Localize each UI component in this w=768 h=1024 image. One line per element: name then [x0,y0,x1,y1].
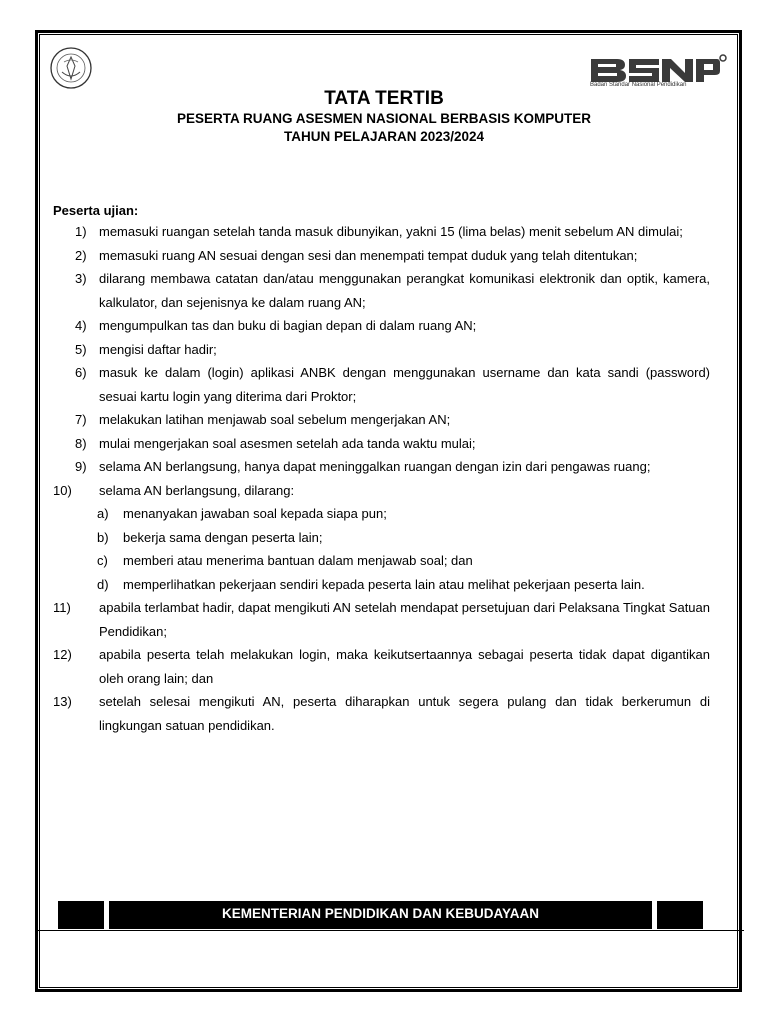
academic-year: TAHUN PELAJARAN 2023/2024 [283,129,485,144]
sub-rule-item: c) memberi atau menerima bantuan dalam menjawab soal; dan [97,553,473,568]
rule-item: 3) dilarang membawa catatan dan/atau menggunakan perangkat komunikasi elektronik dan optik, kamera, kalkulator, dan sejenisnya ke dalam ruang AN; [75,271,710,310]
rule-item: 13) setelah selesai mengikuti AN, peserta diharapkan untuk segera pulang dan tidak berkerumun di lingkungan satuan pendidikan. [53,694,710,733]
page-title: TATA TERTIB [324,88,444,109]
rule-item: 11) apabila terlambat hadir, dapat mengikuti AN setelah mendapat persetujuan dari Pelaksana Tingkat Satuan Pendidikan; [53,600,710,639]
rule-item: 10) selama AN berlangsung, dilarang: [53,482,295,498]
sub-rule-item: d) memperlihatkan pekerjaan sendiri kepada peserta lain atau melihat pekerjaan peserta lain. [97,576,645,592]
sub-rule-item: a) menanyakan jawaban soal kepada siapa pun; [97,506,387,521]
rule-item: 6) masuk ke dalam (login) aplikasi ANBK dengan menggunakan username dan kata sandi (password) sesuai kartu login yang diterima dari Proktor; [75,365,710,404]
page-subtitle: PESERTA RUANG ASESMEN NASIONAL BERBASIS KOMPUTER [176,111,592,126]
footer-ministry-name: KEMENTERIAN PENDIDIKAN DAN KEBUDAYAAN [221,906,540,921]
rule-item: 9) selama AN berlangsung, hanya dapat meninggalkan ruangan dengan izin dari pengawas ruang; [75,459,651,474]
footer-rule-line [38,930,744,931]
ministry-seal-logo [49,46,93,90]
rule-item: 12) apabila peserta telah melakukan login, maka keikutsertaannya sebagai peserta tidak dapat digantikan oleh orang lain; dan [53,647,710,686]
rule-item: 1) memasuki ruangan setelah tanda masuk dibunyikan, yakni 15 (lima belas) menit sebelum AN dimulai; [75,224,683,239]
rule-item: 4) mengumpulkan tas dan buku di bagian depan di dalam ruang AN; [75,318,477,333]
rule-item: 7) melakukan latihan menjawab soal sebelum mengerjakan AN; [75,412,451,427]
section-heading: Peserta ujian: [53,203,139,218]
footer-divider [652,901,657,929]
rules-list [53,220,710,737]
rule-item: 8) mulai mengerjakan soal asesmen setelah ada tanda waktu mulai; [75,435,476,451]
rule-item: 5) mengisi daftar hadir; [75,341,217,357]
bsnp-caption: Badan Standar Nasional Pendidikan [590,82,687,88]
sub-rule-item: b) bekerja sama dengan peserta lain; [97,529,323,545]
rule-item: 2) memasuki ruang AN sesuai dengan sesi dan menempati tempat duduk yang telah ditentukan; [75,247,638,263]
